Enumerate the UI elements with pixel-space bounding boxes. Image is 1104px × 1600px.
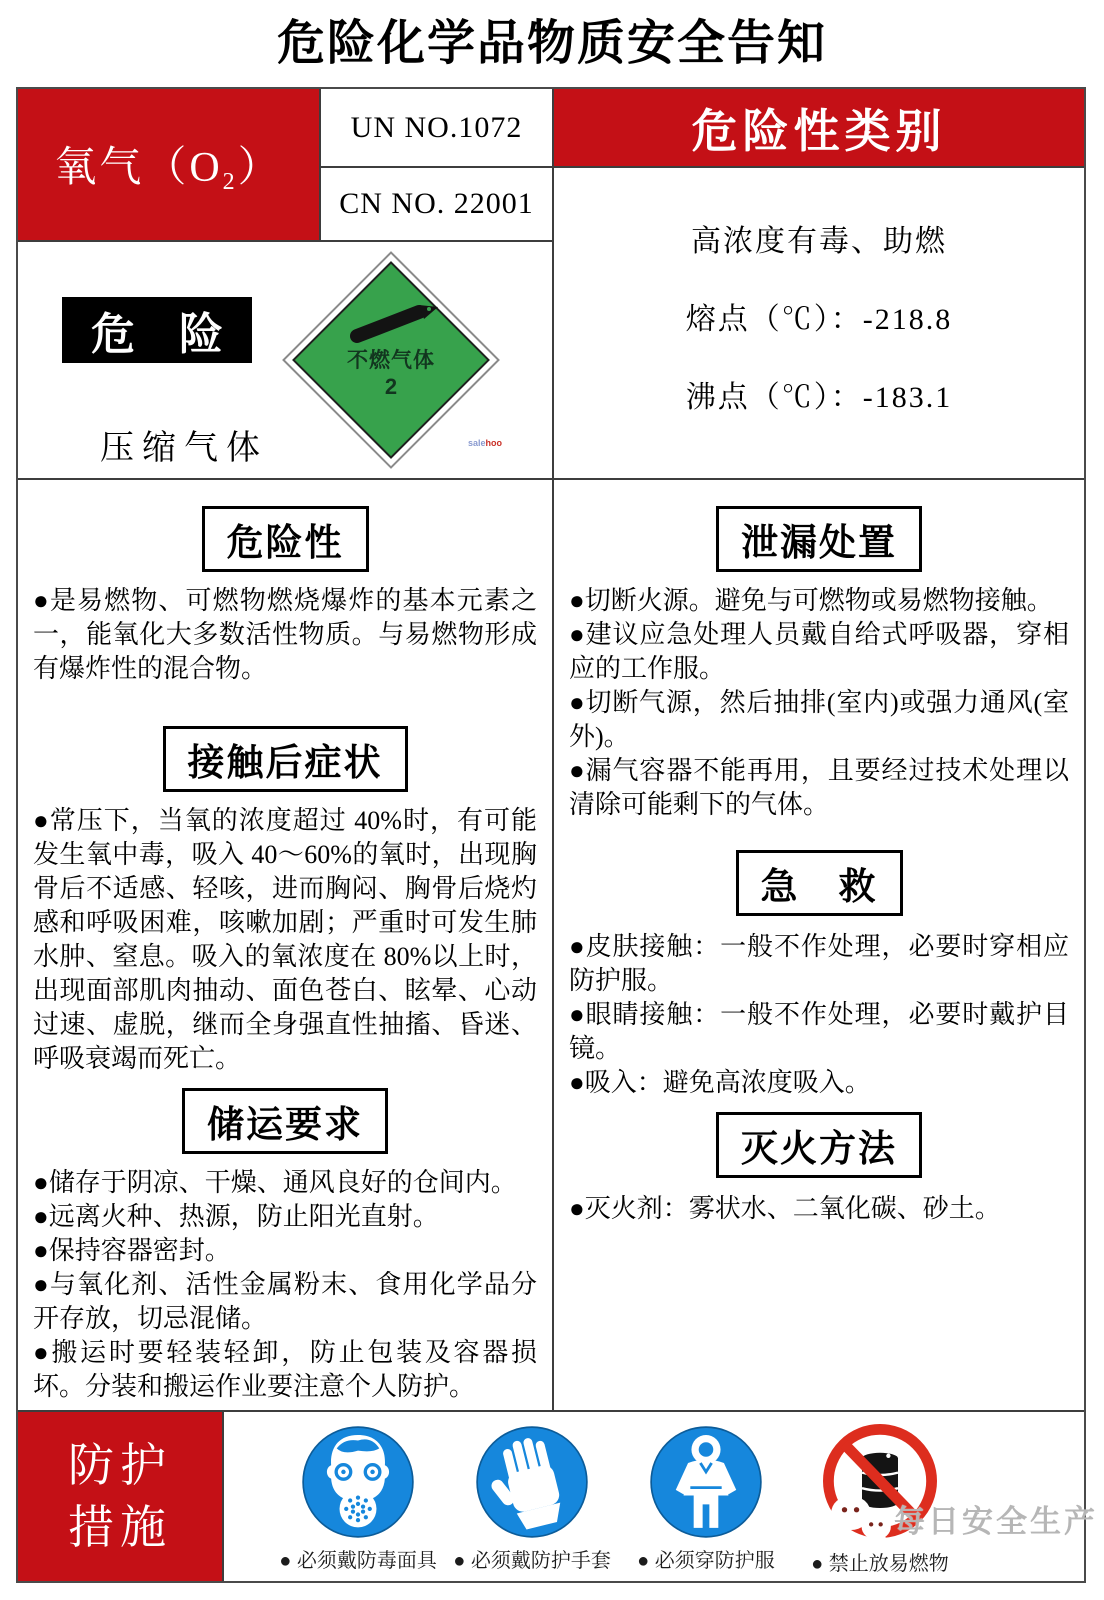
chemical-name-cell — [18, 89, 321, 242]
protection-title-line2: 措施 — [68, 1501, 172, 1553]
leakage-item: ●建议应急处理人员戴自给式呼吸器，穿相应的工作服。 — [569, 620, 1069, 683]
first-aid-item: ●皮肤接触：一般不作处理，必要时穿相应防护服。 — [569, 932, 1069, 995]
section-title-first-aid: 急 救 — [736, 850, 903, 916]
cn-number-cell — [321, 168, 554, 242]
storage-item: ●搬运时要轻装轻卸，防止包装及容器损坏。分装和搬运作业要注意个人防护。 — [33, 1338, 537, 1401]
hazard-properties-cell — [554, 168, 1084, 480]
protective-gloves-icon — [476, 1426, 588, 1538]
protection-title-cell — [18, 1412, 224, 1581]
icon-label-gloves: ● 必须戴防护手套 — [453, 1550, 611, 1572]
protection-icons-cell — [224, 1412, 1084, 1581]
danger-signal-word: 危 险 — [91, 310, 223, 359]
gas-cylinder-icon — [341, 294, 445, 346]
protection-icon-group — [453, 1426, 611, 1573]
first-aid-item: ●眼睛接触：一般不作处理，必要时戴护目镜。 — [569, 1000, 1069, 1063]
section-title-storage: 储运要求 — [182, 1088, 388, 1154]
section-title-hazard: 危险性 — [202, 506, 369, 572]
un-number: UN NO.1072 — [350, 110, 523, 144]
danger-panel — [18, 242, 554, 480]
hazard-class-header — [554, 89, 1084, 168]
right-content-column — [554, 480, 1084, 1412]
watermark-text: 每日安全生产 — [894, 1503, 1098, 1539]
small-watermark: salehoo — [468, 438, 503, 448]
boiling-point: 沸点（℃）：-183.1 — [685, 381, 953, 414]
protection-icon-group — [279, 1426, 437, 1573]
storage-item: ●储存于阴凉、干燥、通风良好的仓间内。 — [33, 1168, 517, 1197]
section-title-symptoms: 接触后症状 — [163, 726, 408, 792]
protective-suit-icon — [650, 1426, 762, 1538]
protection-icon-group — [804, 1426, 956, 1576]
storage-item: ●与氧化剂、活性金属粉末、食用化学品分开存放，切忌混储。 — [33, 1270, 537, 1333]
storage-item: ●远离火种、热源，防止阳光直射。 — [33, 1202, 439, 1231]
symptoms-text: ●常压下，当氧的浓度超过 40%时，有可能发生氧中毒，吸入 40～60%的氧时，出现胸骨后不适感、轻咳，进而胸闷、胸骨后烧灼感和呼吸困难，咳嗽加剧；严重时可发生肺水肿、窒息。吸入的氧浓度在 80%以上时，出现面部肌肉抽动、面色苍白、眩晕、心动过速、虚脱，继而全身强直性抽搐、昏迷、呼吸衰竭而死亡。 — [33, 806, 537, 1073]
safety-notice-table — [16, 87, 1086, 1583]
icon-label-suit: ● 必须穿防护服 — [637, 1550, 775, 1572]
danger-signal-box — [62, 297, 252, 363]
protection-icon-group — [630, 1426, 782, 1573]
first-aid-item: ●吸入：避免高浓度吸入。 — [569, 1068, 871, 1097]
page-title: 危险化学品物质安全告知 — [276, 17, 827, 70]
melting-point: 熔点（℃）：-218.8 — [685, 303, 953, 336]
un-number-cell — [321, 89, 554, 168]
hazard-diamond-content — [323, 292, 459, 428]
section-title-fire: 灭火方法 — [716, 1112, 922, 1178]
protection-title-line1: 防护 — [68, 1439, 172, 1491]
physical-state-label: 压缩气体 — [100, 430, 268, 467]
section-title-leakage: 泄漏处置 — [716, 506, 922, 572]
leakage-item: ●切断气源，然后抽排(室内)或强力通风(室外)。 — [569, 688, 1069, 751]
storage-item: ●保持容器密封。 — [33, 1236, 231, 1265]
chemical-name: 氧气$(O_2)$ — [54, 144, 283, 195]
gas-mask-icon — [302, 1426, 414, 1538]
hazard-text: ●是易燃物、可燃物燃烧爆炸的基本元素之一，能氧化大多数活性物质。与易燃物形成有爆炸性的混合物。 — [33, 586, 537, 683]
icon-label-no-flammables: ● 禁止放易燃物 — [811, 1553, 949, 1575]
hazard-summary: 高浓度有毒、助燃 — [691, 225, 947, 258]
formula-subscript: 2 — [222, 168, 238, 195]
cn-number: CN NO. 22001 — [339, 187, 534, 220]
hazard-diamond — [292, 261, 490, 459]
fire-item: ●灭火剂：雾状水、二氧化碳、砂土。 — [569, 1194, 1001, 1223]
diamond-label: 不燃气体 — [347, 349, 435, 372]
icon-label-gas-mask: ● 必须戴防毒面具 — [279, 1550, 437, 1572]
no-flammables-icon — [820, 1421, 940, 1541]
leakage-item: ●切断火源。避免与可燃物或易燃物接触。 — [569, 586, 1053, 615]
left-content-column — [18, 480, 554, 1412]
leakage-item: ●漏气容器不能再用，且要经过技术处理以清除可能剩下的气体。 — [569, 756, 1069, 819]
hazard-class-title: 危险性类别 — [691, 104, 947, 157]
diamond-class-number: 2 — [384, 374, 398, 399]
